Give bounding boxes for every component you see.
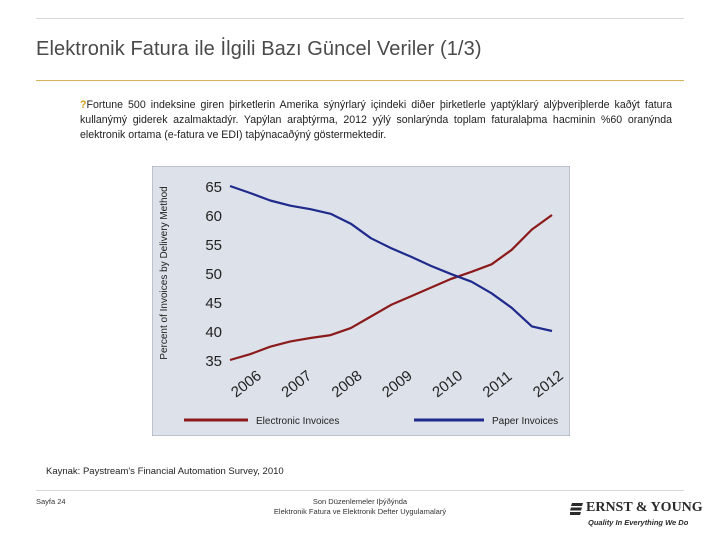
bullet-icon: ? (80, 99, 87, 111)
x-tick-label: 2006 (227, 367, 265, 402)
legend-label-electronic: Electronic Invoices (256, 416, 340, 427)
y-tick-label: 50 (205, 266, 222, 283)
y-tick-label: 35 (205, 353, 222, 370)
y-axis-title: Percent of Invoices by Delivery Method (159, 186, 170, 360)
legend-label-paper: Paper Invoices (492, 416, 559, 427)
slide-title: Elektronik Fatura ile İlgili Bazı Güncel Veriler (1/3) (36, 38, 482, 60)
y-tick-label: 45 (205, 295, 222, 312)
x-tick-label: 2012 (529, 367, 567, 402)
x-tick-label: 2007 (278, 367, 316, 402)
top-rule (36, 18, 684, 19)
ernst-young-logo (568, 500, 703, 530)
footer-line-2: Elektronik Fatura ve Elektronik Defter Uygulamalarý (273, 506, 447, 516)
footer-line-1: Son Düzenlemeler Iþýðýnda (312, 497, 408, 506)
y-tick-label: 60 (205, 208, 222, 225)
page-number: Sayfa 24 (36, 497, 66, 506)
y-tick-label: 65 (205, 179, 222, 196)
x-tick-label: 2010 (429, 367, 467, 402)
footer-rule (36, 490, 684, 491)
y-tick-label: 55 (205, 237, 222, 254)
y-tick-label: 40 (205, 324, 222, 341)
x-tick-label: 2009 (378, 367, 416, 402)
body-text: Fortune 500 indeksine giren þirketlerin Amerika sýnýrlarý içindeki diðer þirketlerle yaptýklarý alýþveriþlerde kaðýt fatura kullanýmý giderek azalmaktadýr. Yapýlan araþtýrma, 2012 yýlý sonlarýnda toplam faturalaþma hacminin %60 oranýnda elektronik ortama (e-fatura ve EDI) taþýnacaðýný göstermektedir. (80, 99, 672, 142)
body-paragraph (80, 98, 672, 144)
logo-wordmark: ERNST & YOUNG (586, 500, 703, 515)
source-note: Kaynak: Paystream's Financial Automation Survey, 2010 (46, 466, 284, 477)
x-tick-label: 2008 (328, 367, 366, 402)
x-tick-label: 2011 (479, 367, 516, 402)
logo-bars-icon (570, 503, 583, 515)
logo-tagline: Quality In Everything We Do (588, 518, 689, 527)
title-underline (36, 80, 684, 81)
footer-caption (230, 497, 490, 516)
invoice-delivery-chart (152, 166, 570, 436)
